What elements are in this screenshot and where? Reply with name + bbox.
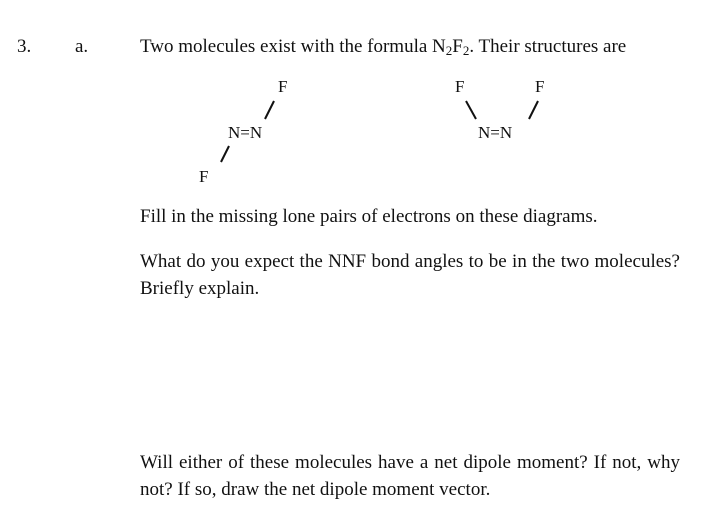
- intro-subscript-n: 2: [445, 43, 453, 58]
- trans-atom-f-top: F: [278, 77, 288, 96]
- prompt-dipole: Will either of these molecules have a net dipole moment? If not, why not? If so, draw the net dipole moment vector.: [140, 452, 680, 500]
- prompt-lone-pairs: Fill in the missing lone pairs of electrons on these diagrams.: [140, 206, 598, 227]
- prompt-bond-angles: What do you expect the NNF bond angles to be in the two molecules? Briefly explain.: [140, 251, 680, 299]
- cis-atom-f-right: F: [535, 77, 545, 96]
- cis-nn-double-bond: N=N: [478, 123, 513, 142]
- cis-atom-f-left: F: [455, 77, 465, 96]
- trans-top-bond: [265, 101, 274, 119]
- trans-bottom-bond: [221, 146, 229, 162]
- question-part: a.: [75, 36, 89, 57]
- cis-left-bond: [466, 101, 476, 119]
- intro-suffix: . Their structures are: [469, 36, 627, 57]
- cis-right-bond: [529, 101, 538, 119]
- trans-atom-f-bottom: F: [199, 167, 209, 186]
- question-number: 3.: [17, 36, 32, 57]
- intro-prefix: Two molecules exist with the formula N: [140, 36, 446, 57]
- intro-mid: F: [452, 36, 463, 57]
- trans-nn-double-bond: N=N: [228, 123, 263, 142]
- intro-subscript-f: 2: [462, 43, 470, 58]
